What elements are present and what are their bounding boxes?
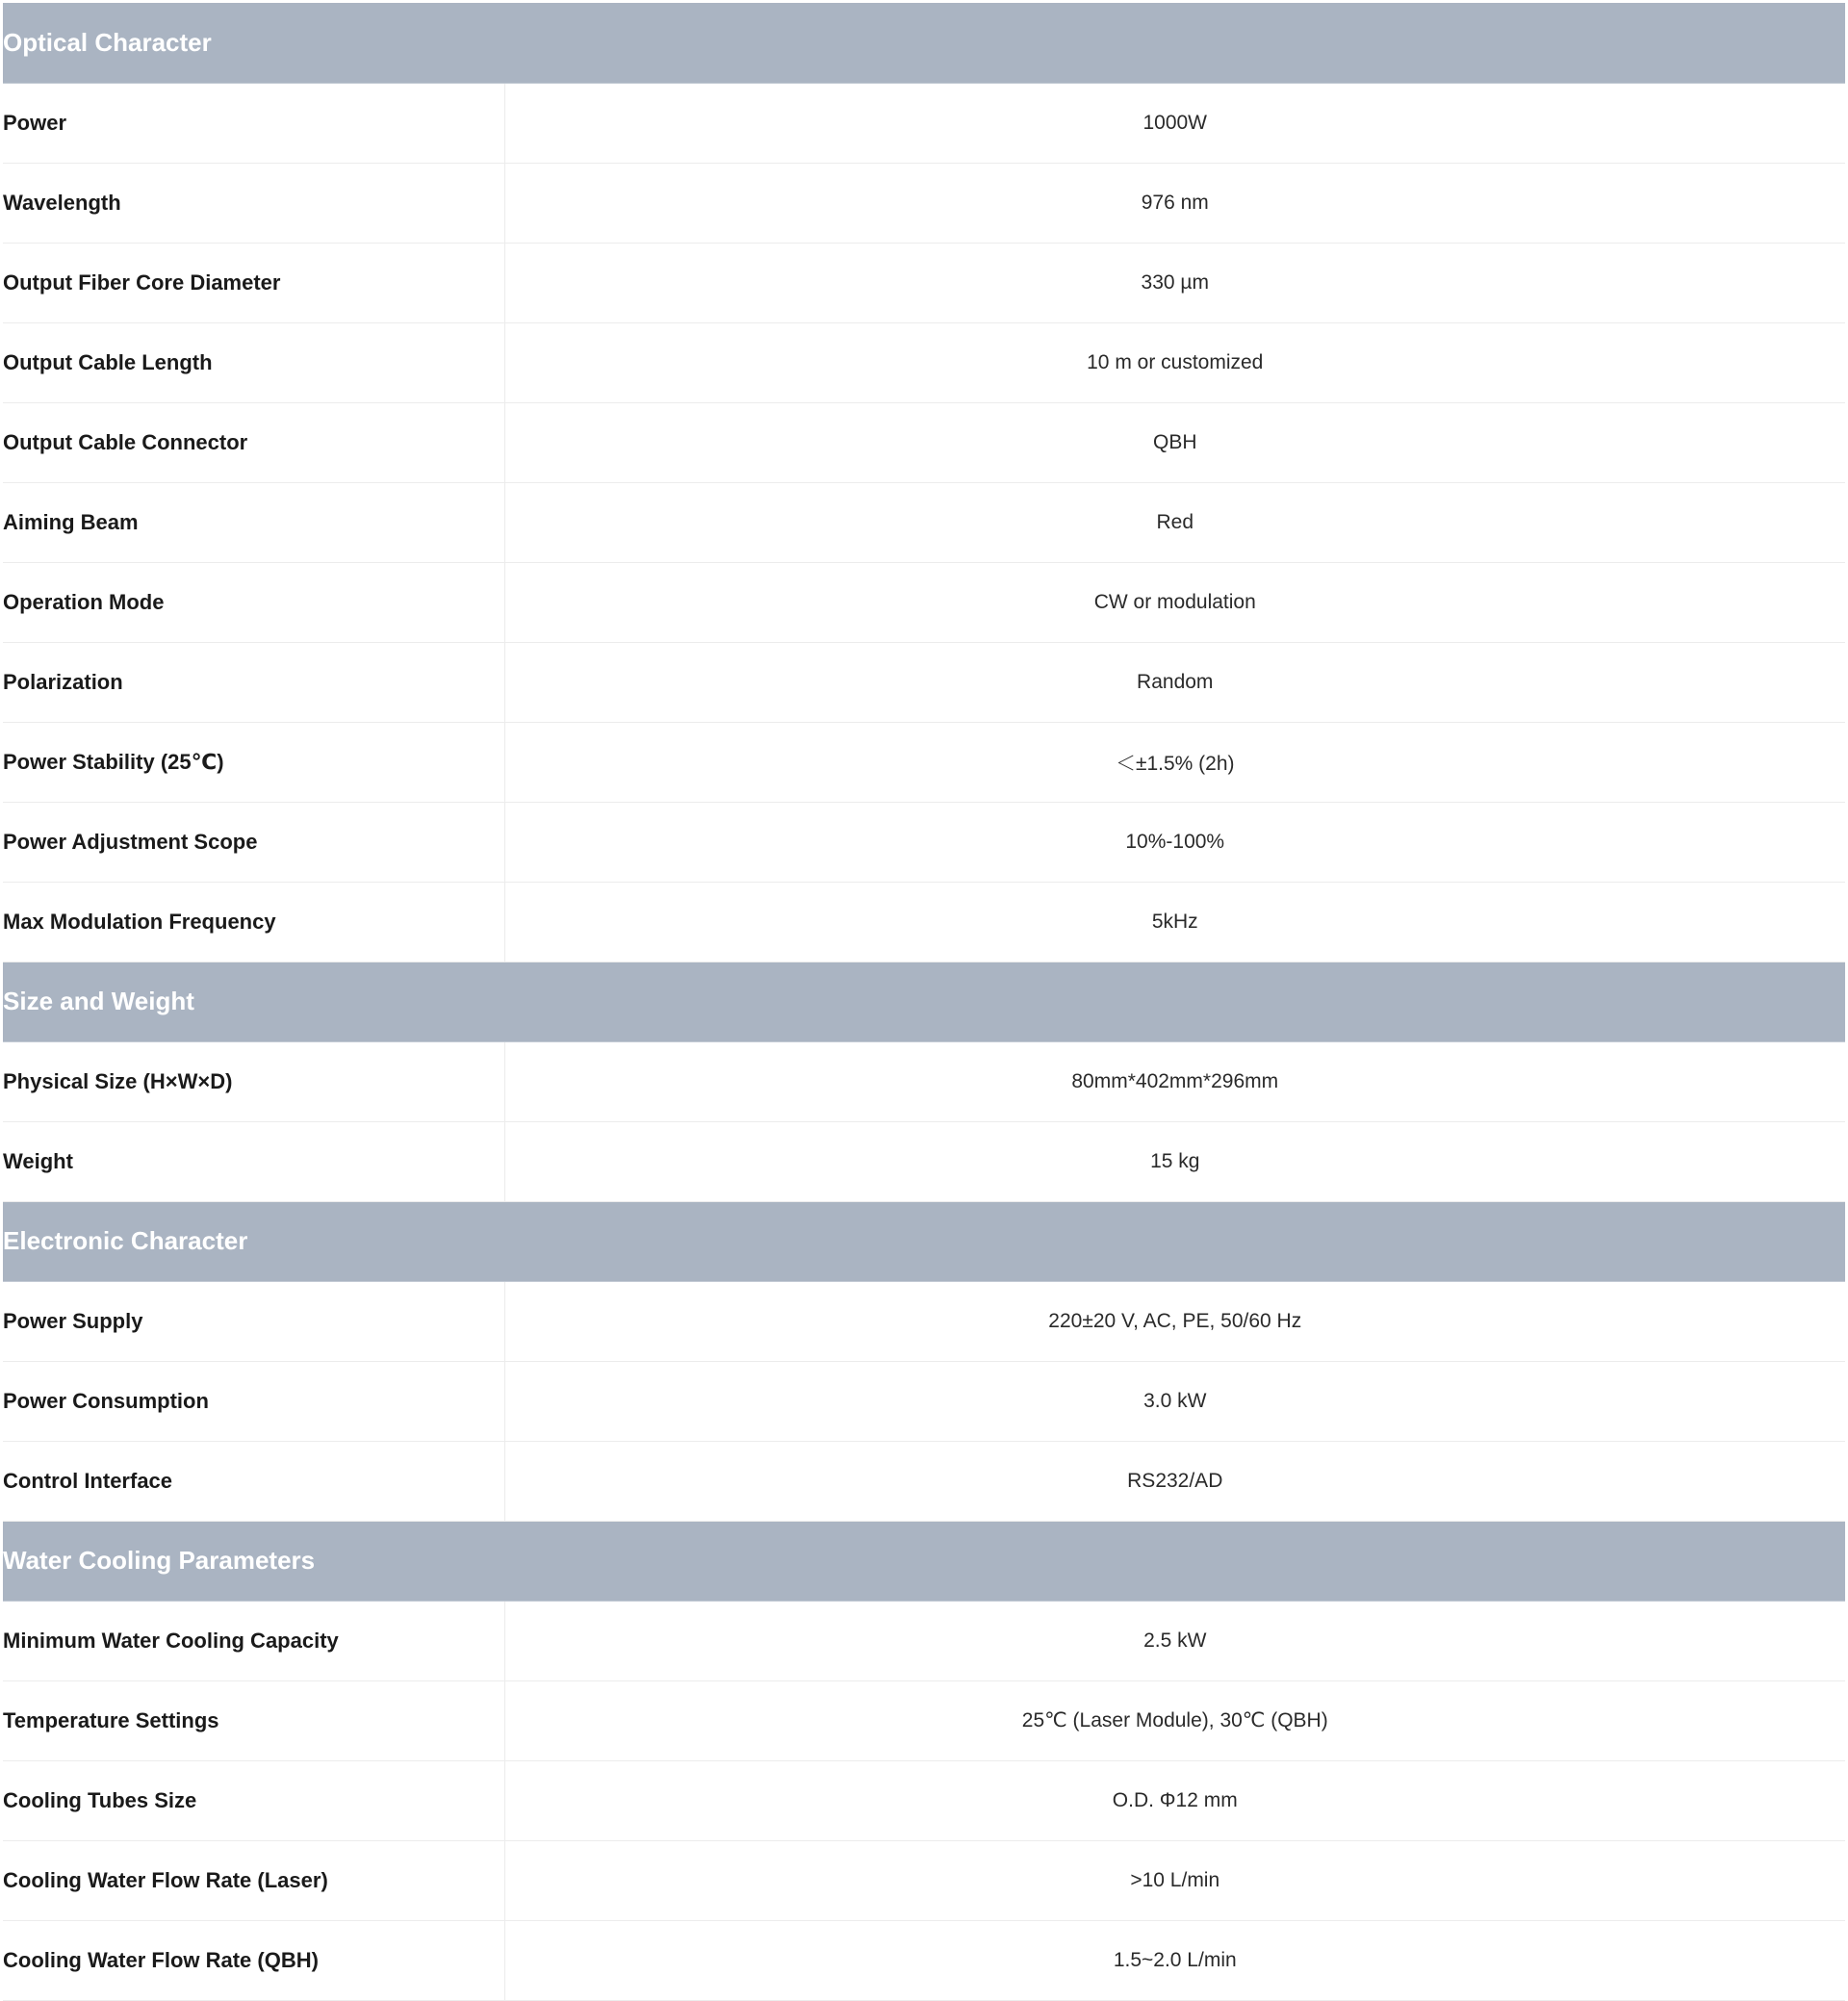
spec-label: Temperature Settings xyxy=(3,1680,504,1760)
spec-row xyxy=(3,1840,1845,1920)
section-header xyxy=(3,962,1845,1041)
spec-value: RS232/AD xyxy=(504,1441,1845,1521)
spec-row xyxy=(3,163,1845,243)
spec-label: Cooling Tubes Size xyxy=(3,1760,504,1840)
spec-row xyxy=(3,802,1845,882)
spec-row xyxy=(3,1760,1845,1840)
spec-value: 80mm*402mm*296mm xyxy=(504,1041,1845,1121)
spec-value: 1.5~2.0 L/min xyxy=(504,1920,1845,2000)
spec-label: Output Cable Length xyxy=(3,322,504,402)
spec-value: 220±20 V, AC, PE, 50/60 Hz xyxy=(504,1281,1845,1361)
spec-value: 976 nm xyxy=(504,163,1845,243)
spec-label: Minimum Water Cooling Capacity xyxy=(3,1601,504,1680)
spec-label: Power Adjustment Scope xyxy=(3,802,504,882)
spec-row xyxy=(3,1281,1845,1361)
section-title: Size and Weight xyxy=(3,962,1845,1041)
spec-value: 5kHz xyxy=(504,882,1845,962)
spec-row xyxy=(3,1601,1845,1680)
spec-value: QBH xyxy=(504,402,1845,482)
spec-label: Power xyxy=(3,83,504,163)
spec-row xyxy=(3,1041,1845,1121)
spec-value: Random xyxy=(504,642,1845,722)
spec-value: 10 m or customized xyxy=(504,322,1845,402)
spec-row xyxy=(3,1920,1845,2000)
spec-label: Control Interface xyxy=(3,1441,504,1521)
section-header xyxy=(3,3,1845,83)
spec-value: 10%-100% xyxy=(504,802,1845,882)
spec-value: 3.0 kW xyxy=(504,1361,1845,1441)
spec-row xyxy=(3,882,1845,962)
spec-value: 1000W xyxy=(504,83,1845,163)
spec-label: Aiming Beam xyxy=(3,482,504,562)
spec-label: Power Consumption xyxy=(3,1361,504,1441)
spec-label: Power Supply xyxy=(3,1281,504,1361)
spec-label: Cooling Water Flow Rate (Laser) xyxy=(3,1840,504,1920)
spec-row xyxy=(3,642,1845,722)
spec-row xyxy=(3,1361,1845,1441)
spec-label: Power Stability (25℃) xyxy=(3,722,504,802)
spec-label: Operation Mode xyxy=(3,562,504,642)
spec-value: >10 L/min xyxy=(504,1840,1845,1920)
spec-row xyxy=(3,482,1845,562)
spec-value: CW or modulation xyxy=(504,562,1845,642)
section-title: Electronic Character xyxy=(3,1201,1845,1281)
spec-row xyxy=(3,1121,1845,1201)
spec-table-body xyxy=(3,3,1845,2000)
spec-value: 2.5 kW xyxy=(504,1601,1845,1680)
spec-label: Output Cable Connector xyxy=(3,402,504,482)
spec-label: Cooling Water Flow Rate (QBH) xyxy=(3,1920,504,2000)
section-header xyxy=(3,1201,1845,1281)
spec-label: Weight xyxy=(3,1121,504,1201)
spec-value: 25℃ (Laser Module), 30℃ (QBH) xyxy=(504,1680,1845,1760)
spec-label: Wavelength xyxy=(3,163,504,243)
spec-value: Red xyxy=(504,482,1845,562)
spec-row xyxy=(3,562,1845,642)
spec-label: Output Fiber Core Diameter xyxy=(3,243,504,322)
spec-value: 15 kg xyxy=(504,1121,1845,1201)
spec-row xyxy=(3,1441,1845,1521)
spec-value: 330 µm xyxy=(504,243,1845,322)
spec-row xyxy=(3,243,1845,322)
spec-table xyxy=(3,3,1845,2001)
spec-row xyxy=(3,1680,1845,1760)
spec-row xyxy=(3,722,1845,802)
spec-label: Max Modulation Frequency xyxy=(3,882,504,962)
section-title: Optical Character xyxy=(3,3,1845,83)
spec-value: ＜±1.5% (2h) xyxy=(504,722,1845,802)
spec-row xyxy=(3,322,1845,402)
section-title: Water Cooling Parameters xyxy=(3,1521,1845,1601)
spec-row xyxy=(3,402,1845,482)
spec-label: Physical Size (H×W×D) xyxy=(3,1041,504,1121)
spec-row xyxy=(3,83,1845,163)
spec-label: Polarization xyxy=(3,642,504,722)
spec-value: O.D. Φ12 mm xyxy=(504,1760,1845,1840)
section-header xyxy=(3,1521,1845,1601)
